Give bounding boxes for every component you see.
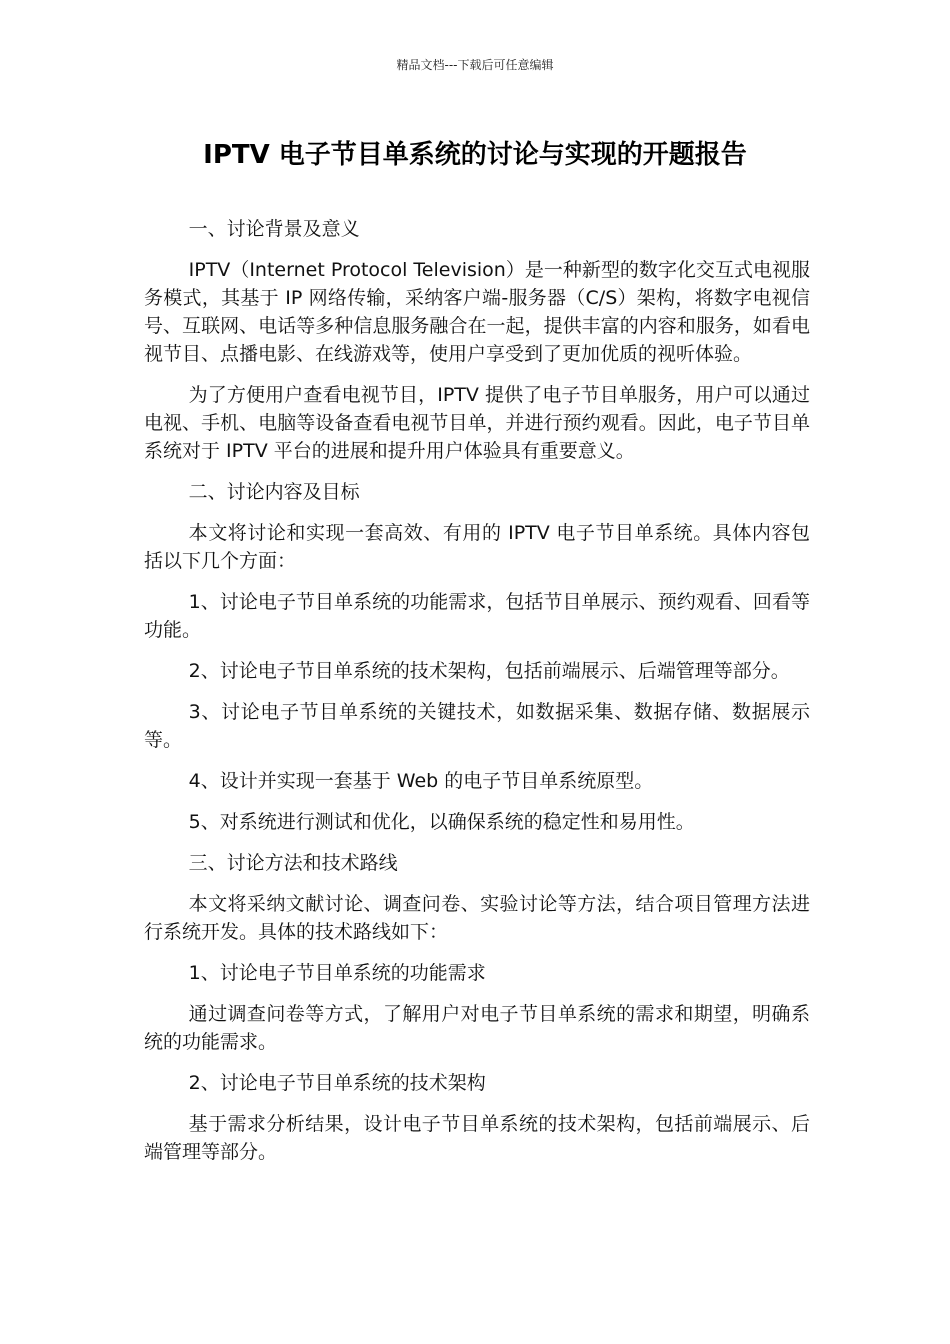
list-item-4: 4、设计并实现一套基于 Web 的电子节目单系统原型。 — [188, 770, 654, 792]
section-heading-background: 一、讨论背景及意义 — [188, 218, 360, 240]
list-item-3: 3、讨论电子节目单系统的关键技术，如数据采集、数据存储、数据展示等。 — [144, 701, 810, 751]
paragraph-content-overview: 本文将讨论和实现一套高效、有用的 IPTV 电子节目单系统。具体内容包括以下几个方面： — [144, 522, 810, 572]
section-heading-methods: 三、讨论方法和技术路线 — [188, 852, 398, 874]
list-item-5: 5、对系统进行测试和优化，以确保系统的稳定性和易用性。 — [188, 811, 695, 833]
paragraph-functional-requirements: 通过调查问卷等方式，了解用户对电子节目单系统的需求和期望，明确系统的功能需求。 — [144, 1003, 810, 1053]
document-title: IPTV 电子节目单系统的讨论与实现的开题报告 — [203, 140, 747, 170]
subheading-technical-architecture: 2、讨论电子节目单系统的技术架构 — [188, 1072, 486, 1094]
paragraph-technical-architecture: 基于需求分析结果，设计电子节目单系统的技术架构，包括前端展示、后端管理等部分。 — [144, 1113, 810, 1163]
list-item-1: 1、讨论电子节目单系统的功能需求，包括节目单展示、预约观看、回看等功能。 — [144, 591, 810, 641]
document-body — [144, 215, 810, 1179]
section-heading-content-goals: 二、讨论内容及目标 — [188, 481, 360, 503]
paragraph-epg-significance: 为了方便用户查看电视节目，IPTV 提供了电子节目单服务，用户可以通过电视、手机、电脑等设备查看电视节目单，并进行预约观看。因此，电子节目单系统对于 IPTV 平台的进展和提升用户体验具有重要意义。 — [144, 384, 810, 462]
paragraph-methods-overview: 本文将采纳文献讨论、调查问卷、实验讨论等方法，结合项目管理方法进行系统开发。具体的技术路线如下： — [144, 893, 810, 943]
page-header-watermark: 精品文档---下载后可任意编辑 — [396, 58, 554, 72]
paragraph-iptv-intro: IPTV（Internet Protocol Television）是一种新型的数字化交互式电视服务模式，其基于 IP 网络传输，采纳客户端-服务器（C/S）架构，将数字电视信号、互联网、电话等多种信息服务融合在一起，提供丰富的内容和服务，如看电视节目、点播电影、在线游戏等，使用户享受到了更加优质的视听体验。 — [144, 259, 810, 365]
subheading-functional-requirements: 1、讨论电子节目单系统的功能需求 — [188, 962, 486, 984]
list-item-2: 2、讨论电子节目单系统的技术架构，包括前端展示、后端管理等部分。 — [188, 660, 790, 682]
